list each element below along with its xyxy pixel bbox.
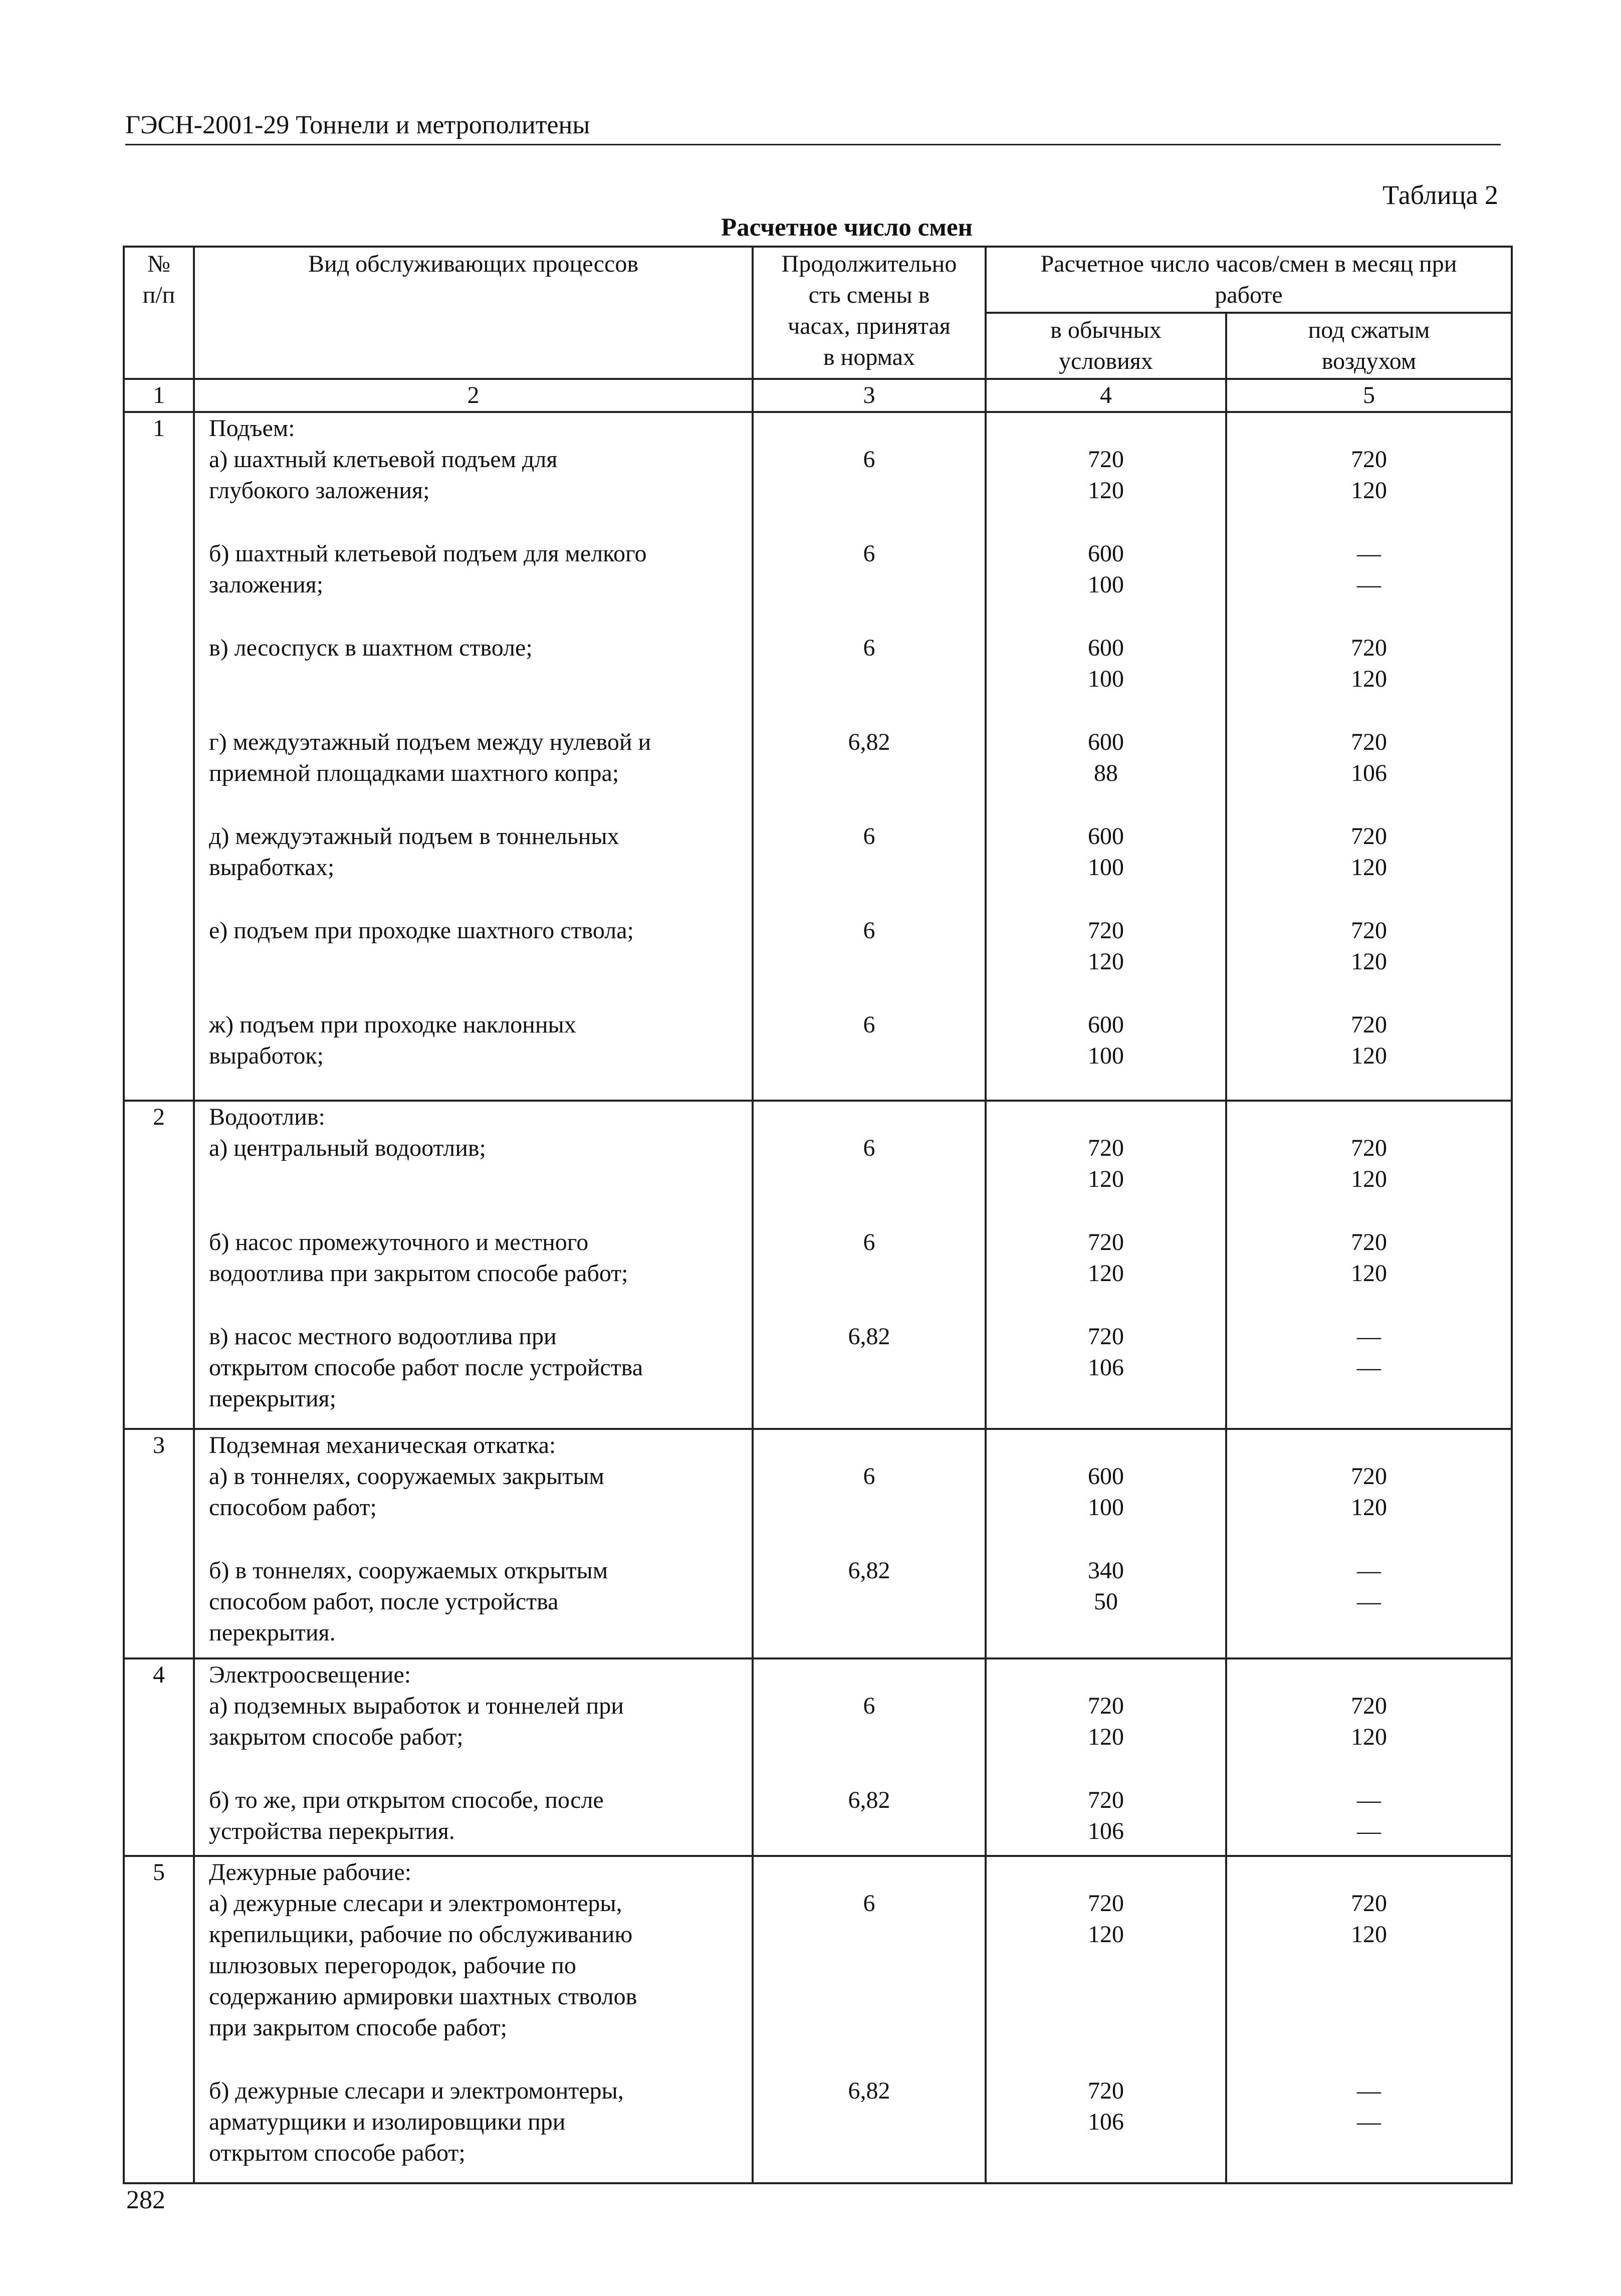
pressure-value: —	[1357, 1588, 1381, 1615]
pressure-value: 120	[1351, 948, 1387, 975]
item-pressure	[1227, 538, 1511, 600]
item-text-line: открытом способе работ;	[209, 2140, 466, 2167]
pressure-value: 720	[1351, 1011, 1387, 1038]
normal-value: 120	[1088, 477, 1124, 504]
item-text	[209, 633, 747, 695]
item-normal	[987, 1785, 1225, 1847]
column-number-row	[124, 379, 1512, 412]
pressure-value: 120	[1351, 1260, 1387, 1287]
duration-value: 6,82	[848, 729, 890, 755]
duration-value: 6	[863, 1228, 875, 1256]
col-number: 4	[986, 379, 1226, 412]
item-normal	[987, 1888, 1225, 2043]
pressure-value: —	[1357, 2077, 1381, 2105]
item-text-line: перекрытия;	[209, 1385, 336, 1412]
pressure-value: 120	[1351, 666, 1387, 692]
item-text	[209, 1691, 747, 1753]
pressure-value: 720	[1351, 1228, 1387, 1256]
item-text-line: а) шахтный клетьевой подъем для	[209, 446, 558, 473]
pressure-value: 120	[1351, 1165, 1387, 1192]
duration-cell	[753, 1658, 986, 1856]
item-duration	[754, 1227, 985, 1289]
header-monthly: Расчетное число часов/смен в месяц при работе	[986, 247, 1512, 313]
pressure-cell	[1226, 1429, 1512, 1659]
normal-value: 720	[1088, 1228, 1124, 1256]
item-text-line: б) шахтный клетьевой подъем для мелкого	[209, 540, 647, 567]
item-duration	[754, 633, 985, 695]
item-text-line: а) в тоннелях, сооружаемых закрытым	[209, 1463, 604, 1490]
item-normal	[987, 444, 1225, 506]
normal-value: 720	[1088, 1134, 1124, 1161]
item-text-line: а) подземных выработок и тоннелей при	[209, 1693, 624, 1720]
normal-value: 120	[1088, 1260, 1124, 1287]
normal-value: 600	[1088, 823, 1124, 850]
item-duration	[754, 1133, 985, 1195]
duration-value: 6,82	[848, 1323, 890, 1350]
pressure-value: 720	[1351, 1463, 1387, 1490]
item-normal	[987, 1555, 1225, 1648]
normal-value: 106	[1088, 1354, 1124, 1381]
item-text-line: открытом способе работ после устройства	[209, 1354, 643, 1381]
process-cell	[194, 1101, 753, 1429]
item-duration	[754, 1009, 985, 1072]
item-pressure	[1227, 2075, 1511, 2169]
duration-value: 6	[863, 823, 875, 850]
item-text-line: ж) подъем при проходке наклонных	[209, 1011, 576, 1038]
item-text-line: при закрытом способе работ;	[209, 2014, 508, 2041]
item-text-line: способом работ;	[209, 1494, 377, 1521]
pressure-value: 720	[1351, 1890, 1387, 1917]
duration-value: 6,82	[848, 1787, 890, 1814]
item-duration	[754, 1691, 985, 1753]
item-pressure	[1227, 1009, 1511, 1072]
item-normal	[987, 1133, 1225, 1195]
item-pressure	[1227, 633, 1511, 695]
item-duration	[754, 727, 985, 789]
section-title: Водоотлив:	[209, 1103, 325, 1130]
pressure-value: 120	[1351, 1042, 1387, 1069]
item-text-line: приемной площадками шахтного копра;	[209, 760, 619, 786]
process-cell	[194, 1429, 753, 1659]
normal-value: 120	[1088, 948, 1124, 975]
section-row	[124, 1429, 1512, 1659]
item-normal	[987, 1691, 1225, 1753]
item-duration	[754, 1555, 985, 1648]
item-text	[209, 821, 747, 883]
pressure-value: 120	[1351, 1921, 1387, 1948]
pressure-value: 120	[1351, 477, 1387, 504]
pressure-value: —	[1357, 1323, 1381, 1350]
normal-value: 720	[1088, 1787, 1124, 1814]
pressure-value: —	[1357, 1557, 1381, 1584]
normal-value: 100	[1088, 666, 1124, 692]
item-text	[209, 538, 747, 600]
header-pressure: под сжатым воздухом	[1226, 313, 1512, 379]
col-number: 5	[1226, 379, 1512, 412]
section-title: Подъем:	[209, 415, 295, 442]
item-pressure	[1227, 444, 1511, 506]
normal-value: 106	[1088, 2109, 1124, 2136]
item-text-line: в) насос местного водоотлива при	[209, 1323, 557, 1350]
item-text-line: е) подъем при проходке шахтного ствола;	[209, 917, 634, 944]
normal-value: 720	[1088, 2077, 1124, 2105]
pressure-value: 720	[1351, 917, 1387, 944]
item-text-line: устройства перекрытия.	[209, 1818, 455, 1845]
item-text	[209, 1009, 747, 1072]
item-pressure	[1227, 727, 1511, 789]
normal-value: 100	[1088, 571, 1124, 598]
item-pressure	[1227, 1227, 1511, 1289]
item-normal	[987, 1321, 1225, 1414]
item-pressure	[1227, 1461, 1511, 1523]
normal-cell	[986, 1429, 1226, 1659]
pressure-value: —	[1357, 540, 1381, 567]
section-title: Дежурные рабочие:	[209, 1859, 411, 1886]
item-text-line: в) лесоспуск в шахтном стволе;	[209, 635, 533, 661]
item-normal	[987, 1009, 1225, 1072]
header-normal: в обычных условиях	[986, 313, 1226, 379]
section-row	[124, 1658, 1512, 1856]
header-title: ГЭСН-2001-29 Тоннели и метрополитены	[125, 111, 590, 139]
normal-value: 100	[1088, 1042, 1124, 1069]
section-number: 5	[124, 1856, 194, 2183]
item-pressure	[1227, 1888, 1511, 2043]
normal-value: 106	[1088, 1818, 1124, 1845]
process-cell	[194, 1856, 753, 2183]
normal-value: 720	[1088, 446, 1124, 473]
normal-value: 88	[1094, 760, 1118, 786]
item-text-line: глубокого заложения;	[209, 477, 430, 504]
pressure-value: —	[1357, 1787, 1381, 1814]
item-text-line: шлюзовых перегородок, рабочие по	[209, 1952, 576, 1979]
pressure-value: —	[1357, 571, 1381, 598]
item-duration	[754, 1321, 985, 1414]
item-pressure	[1227, 915, 1511, 977]
item-duration	[754, 2075, 985, 2169]
item-text-line: арматурщики и изолировщики при	[209, 2109, 566, 2136]
item-text-line: перекрытия.	[209, 1619, 336, 1646]
col-number: 3	[753, 379, 986, 412]
item-duration	[754, 1461, 985, 1523]
item-text-line: выработок;	[209, 1042, 324, 1069]
item-text-line: б) дежурные слесари и электромонтеры,	[209, 2077, 624, 2105]
duration-value: 6	[863, 1890, 875, 1917]
item-text-line: водоотлива при закрытом способе работ;	[209, 1260, 628, 1287]
shifts-table	[123, 246, 1513, 2184]
normal-value: 120	[1088, 1921, 1124, 1948]
header-duration: Продолжительно сть смены в часах, принятая в нормах	[753, 247, 986, 379]
item-text-line: содержанию армировки шахтных стволов	[209, 1983, 637, 2010]
item-pressure	[1227, 1133, 1511, 1195]
pressure-value: —	[1357, 2109, 1381, 2136]
item-pressure	[1227, 1555, 1511, 1648]
item-text-line: а) центральный водоотлив;	[209, 1134, 486, 1161]
item-text-line: закрытом способе работ;	[209, 1724, 464, 1751]
page-number: 282	[126, 2186, 165, 2214]
item-text-line: д) междуэтажный подъем в тоннельных	[209, 823, 619, 850]
normal-value: 600	[1088, 1463, 1124, 1490]
normal-value: 600	[1088, 635, 1124, 661]
duration-cell	[753, 1429, 986, 1659]
item-normal	[987, 727, 1225, 789]
item-normal	[987, 821, 1225, 883]
item-text-line: б) в тоннелях, сооружаемых открытым	[209, 1557, 608, 1584]
item-text	[209, 1461, 747, 1523]
item-duration	[754, 1888, 985, 2043]
item-text	[209, 1227, 747, 1289]
section-number: 3	[124, 1429, 194, 1659]
item-duration	[754, 444, 985, 506]
item-text-line: б) насос промежуточного и местного	[209, 1228, 589, 1256]
duration-value: 6	[863, 635, 875, 661]
item-duration	[754, 915, 985, 977]
normal-cell	[986, 412, 1226, 1101]
section-number: 4	[124, 1658, 194, 1856]
section-title: Подземная механическая откатка:	[209, 1431, 556, 1458]
pressure-value: 106	[1351, 760, 1387, 786]
process-cell	[194, 1658, 753, 1856]
normal-value: 50	[1094, 1588, 1118, 1615]
normal-cell	[986, 1856, 1226, 2183]
duration-value: 6	[863, 1011, 875, 1038]
item-duration	[754, 1785, 985, 1847]
process-cell	[194, 412, 753, 1101]
normal-value: 600	[1088, 729, 1124, 755]
header-process: Вид обслуживающих процессов	[194, 247, 753, 379]
normal-value: 120	[1088, 1724, 1124, 1751]
item-text-line: г) междуэтажный подъем между нулевой и	[209, 729, 651, 755]
pressure-value: 720	[1351, 635, 1387, 661]
duration-value: 6,82	[848, 1557, 890, 1584]
duration-value: 6	[863, 1134, 875, 1161]
item-text-line: а) дежурные слесари и электромонтеры,	[209, 1890, 622, 1917]
section-number: 1	[124, 412, 194, 1101]
normal-value: 100	[1088, 854, 1124, 881]
item-pressure	[1227, 1321, 1511, 1414]
duration-value: 6	[863, 446, 875, 473]
item-text-line: крепильщики, рабочие по обслуживанию	[209, 1921, 633, 1948]
pressure-value: 720	[1351, 446, 1387, 473]
item-text	[209, 2075, 747, 2169]
col-number: 2	[194, 379, 753, 412]
duration-value: 6	[863, 540, 875, 567]
normal-value: 720	[1088, 1693, 1124, 1720]
item-normal	[987, 1227, 1225, 1289]
item-text-line: способом работ, после устройства	[209, 1588, 559, 1615]
pressure-value: 720	[1351, 1134, 1387, 1161]
normal-value: 720	[1088, 917, 1124, 944]
item-normal	[987, 1461, 1225, 1523]
duration-cell	[753, 1101, 986, 1429]
pressure-value: 720	[1351, 1693, 1387, 1720]
item-text-line: заложения;	[209, 571, 324, 598]
pressure-cell	[1226, 1101, 1512, 1429]
item-normal	[987, 633, 1225, 695]
pressure-cell	[1226, 412, 1512, 1101]
item-text	[209, 1133, 747, 1195]
item-duration	[754, 538, 985, 600]
duration-value: 6	[863, 1693, 875, 1720]
header-num: № п/п	[124, 247, 194, 379]
item-pressure	[1227, 821, 1511, 883]
item-normal	[987, 2075, 1225, 2169]
normal-value: 720	[1088, 1323, 1124, 1350]
section-row	[124, 1856, 1512, 2183]
normal-value: 100	[1088, 1494, 1124, 1521]
duration-value: 6	[863, 1463, 875, 1490]
duration-value: 6,82	[848, 2077, 890, 2105]
normal-cell	[986, 1101, 1226, 1429]
duration-cell	[753, 1856, 986, 2183]
table-title: Расчетное число смен	[721, 214, 973, 242]
item-text	[209, 1785, 747, 1847]
pressure-value: 720	[1351, 823, 1387, 850]
normal-cell	[986, 1658, 1226, 1856]
pressure-value: 120	[1351, 1494, 1387, 1521]
section-row	[124, 1101, 1512, 1429]
normal-value: 340	[1088, 1557, 1124, 1584]
pressure-value: 720	[1351, 729, 1387, 755]
item-text	[209, 727, 747, 789]
normal-value: 720	[1088, 1890, 1124, 1917]
duration-cell	[753, 412, 986, 1101]
item-pressure	[1227, 1785, 1511, 1847]
normal-value: 600	[1088, 1011, 1124, 1038]
item-text	[209, 444, 747, 506]
item-duration	[754, 821, 985, 883]
item-text-line: выработках;	[209, 854, 335, 881]
item-text	[209, 1321, 747, 1414]
item-normal	[987, 915, 1225, 977]
page-header	[125, 108, 1501, 145]
duration-value: 6	[863, 917, 875, 944]
item-text	[209, 1555, 747, 1648]
pressure-value: —	[1357, 1354, 1381, 1381]
pressure-value: 120	[1351, 854, 1387, 881]
item-text	[209, 1888, 747, 2043]
section-title: Электроосвещение:	[209, 1661, 411, 1689]
normal-value: 600	[1088, 540, 1124, 567]
pressure-cell	[1226, 1658, 1512, 1856]
table-label: Таблица 2	[1382, 180, 1498, 210]
normal-value: 120	[1088, 1165, 1124, 1192]
pressure-value: 120	[1351, 1724, 1387, 1751]
section-number: 2	[124, 1101, 194, 1429]
item-normal	[987, 538, 1225, 600]
pressure-cell	[1226, 1856, 1512, 2183]
item-pressure	[1227, 1691, 1511, 1753]
item-text	[209, 915, 747, 977]
pressure-value: —	[1357, 1818, 1381, 1845]
col-number: 1	[124, 379, 194, 412]
section-row	[124, 412, 1512, 1101]
item-text-line: б) то же, при открытом способе, после	[209, 1787, 604, 1814]
